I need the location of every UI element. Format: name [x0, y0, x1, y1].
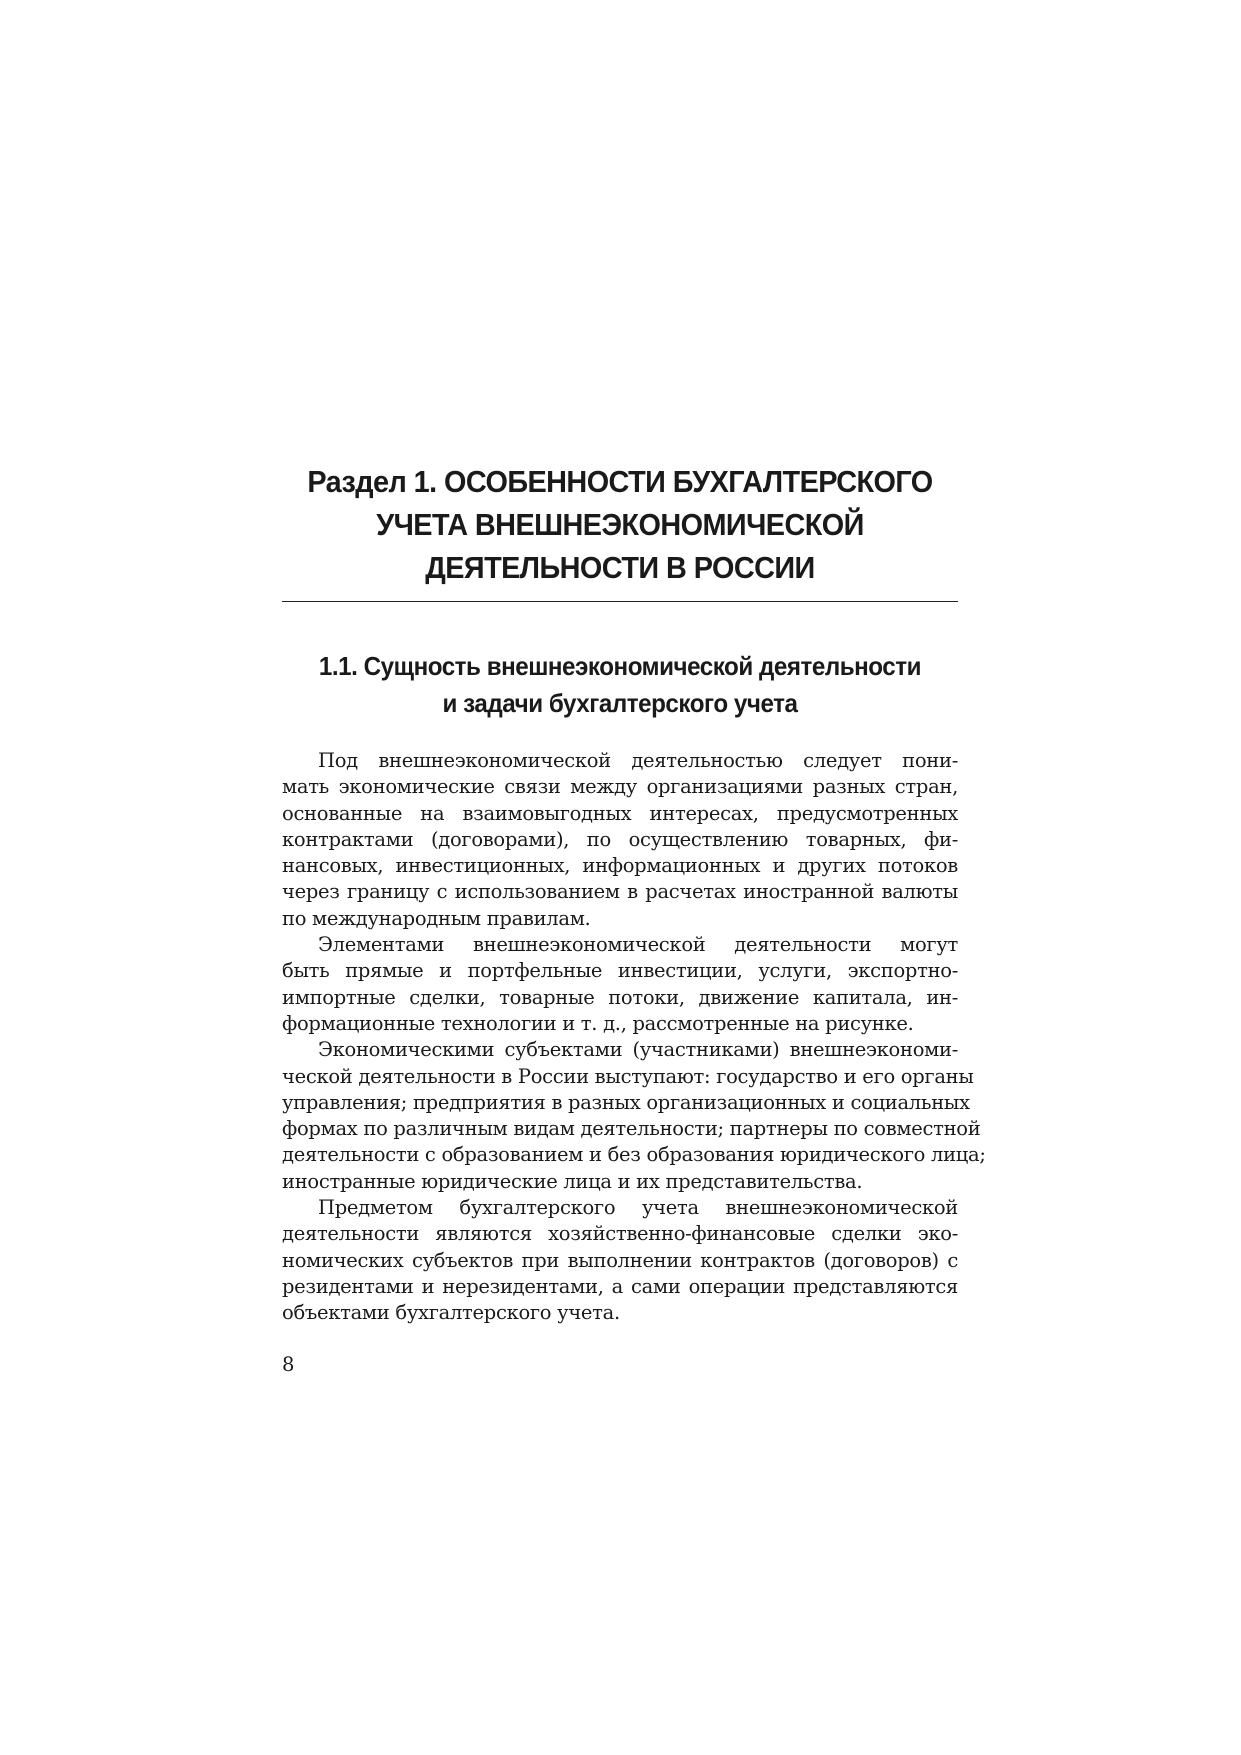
- section-title-line: УЧЕТА ВНЕШНЕЭКОНОМИЧЕСКОЙ: [376, 507, 864, 542]
- text-line: деятельности с образованием и без образования юридического лица;: [282, 1143, 986, 1167]
- section-title-line: Раздел 1. ОСОБЕННОСТИ БУХГАЛТЕРСКОГО: [307, 464, 933, 499]
- text-line: деятельности являются хозяйственно-финансовые сделки эко-: [282, 1222, 958, 1246]
- text-line: формах по различным видам деятельности; партнеры по совместной: [282, 1117, 981, 1141]
- paragraph: [282, 1037, 986, 1195]
- text-line: номических субъектов при выполнении контрактов (договоров) с: [282, 1248, 958, 1272]
- paragraph: [282, 1195, 958, 1326]
- text-line: мать экономические связи между организациями разных стран,: [282, 775, 958, 799]
- text-line: импортные сделки, товарные потоки, движение капитала, ин-: [282, 985, 958, 1009]
- text-line: Предметом бухгалтерского учета внешнеэкономической: [318, 1196, 958, 1220]
- text-line: нансовых, инвестиционных, информационных и других потоков: [282, 854, 958, 878]
- text-line: контрактами (договорами), по осуществлению товарных, фи-: [282, 827, 958, 851]
- text-line: Элементами внешнеэкономической деятельности могут: [318, 933, 958, 957]
- text-line: быть прямые и портфельные инвестиции, услуги, экспортно-: [282, 959, 958, 983]
- text-line: по международным правилам.: [282, 906, 591, 930]
- subsection-title: [306, 648, 935, 722]
- text-line: Под внешнеэкономической деятельностью следует пони-: [318, 749, 958, 772]
- text-line: через границу с использованием в расчетах иностранной валюты: [282, 880, 958, 904]
- section-title: [306, 460, 935, 589]
- section-divider: [282, 601, 958, 602]
- page-content: [282, 460, 986, 1327]
- paragraph: [282, 748, 958, 932]
- text-line: резидентами и нерезидентами, а сами операции представляются: [282, 1274, 958, 1298]
- text-line: иностранные юридические лица и их представительства.: [282, 1169, 863, 1193]
- text-line: Экономическими субъектами (участниками) внешнеэкономи-: [318, 1038, 958, 1062]
- subsection-title-line: и задачи бухгалтерского учета: [442, 688, 798, 718]
- text-line: ческой деятельности в России выступают: государство и его органы: [282, 1064, 974, 1088]
- page-number: 8: [282, 1353, 295, 1376]
- text-line: формационные технологии и т. д., рассмотренные на рисунке.: [282, 1011, 914, 1035]
- text-line: объектами бухгалтерского учета.: [282, 1301, 620, 1325]
- subsection-title-line: 1.1. Сущность внешнеэкономической деятельности: [318, 651, 922, 681]
- section-title-line: ДЕЯТЕЛЬНОСТИ В РОССИИ: [425, 550, 815, 585]
- body-text: [282, 748, 986, 1327]
- text-line: основанные на взаимовыгодных интересах, предусмотренных: [282, 801, 958, 825]
- paragraph: [282, 932, 958, 1037]
- text-line: управления; предприятия в разных организационных и социальных: [282, 1090, 970, 1114]
